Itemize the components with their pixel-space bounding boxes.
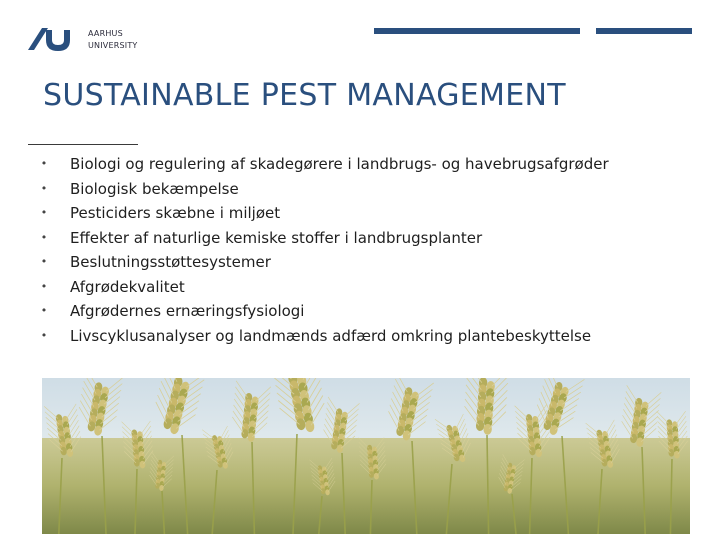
bullet-icon: • — [40, 328, 48, 342]
bullet-item — [28, 324, 698, 349]
bullet-icon: • — [40, 230, 48, 244]
bullet-text: Afgrødekvalitet — [70, 277, 185, 296]
bullet-item — [28, 299, 698, 324]
university-name — [88, 28, 138, 52]
bullet-text: Livscyklusanalyser og landmænds adfærd omkring plantebeskyttelse — [70, 326, 592, 345]
bullet-text: Pesticiders skæbne i miljøet — [70, 204, 281, 222]
bullet-text: Biologisk bekæmpelse — [70, 179, 239, 198]
bullet-text: Biologi og regulering af skadegørere i landbrugs- og havebrugsafgrøder — [70, 155, 609, 173]
bullet-icon: • — [40, 279, 48, 293]
bullet-item — [28, 152, 698, 177]
aarhus-university-logo-icon — [28, 26, 76, 52]
bullet-item — [28, 275, 698, 300]
university-name-line2: UNIVERSITY — [88, 41, 138, 50]
bullet-icon: • — [40, 206, 48, 219]
university-name-line1: AARHUS — [88, 29, 123, 38]
bullet-icon: • — [40, 255, 48, 268]
wheat-field-photo — [42, 378, 690, 534]
slide-title: SUSTAINABLE PEST MANAGEMENT — [43, 78, 566, 113]
bullet-icon: • — [40, 304, 48, 317]
bullet-item — [28, 177, 698, 202]
bullet-text: Afgrødernes ernæringsfysiologi — [70, 302, 305, 320]
bullet-item — [28, 250, 698, 275]
header-accent-bar-short — [596, 28, 692, 34]
bullet-icon: • — [40, 157, 48, 170]
bullet-text: Effekter af naturlige kemiske stoffer i landbrugsplanter — [70, 228, 483, 247]
bullet-list — [28, 152, 698, 348]
bullet-text: Beslutningsstøttesystemer — [70, 253, 271, 271]
title-underline — [28, 144, 138, 145]
bullet-icon: • — [40, 181, 48, 195]
header-accent-bar-long — [374, 28, 580, 34]
bullet-item — [28, 226, 698, 251]
bullet-item — [28, 201, 698, 226]
